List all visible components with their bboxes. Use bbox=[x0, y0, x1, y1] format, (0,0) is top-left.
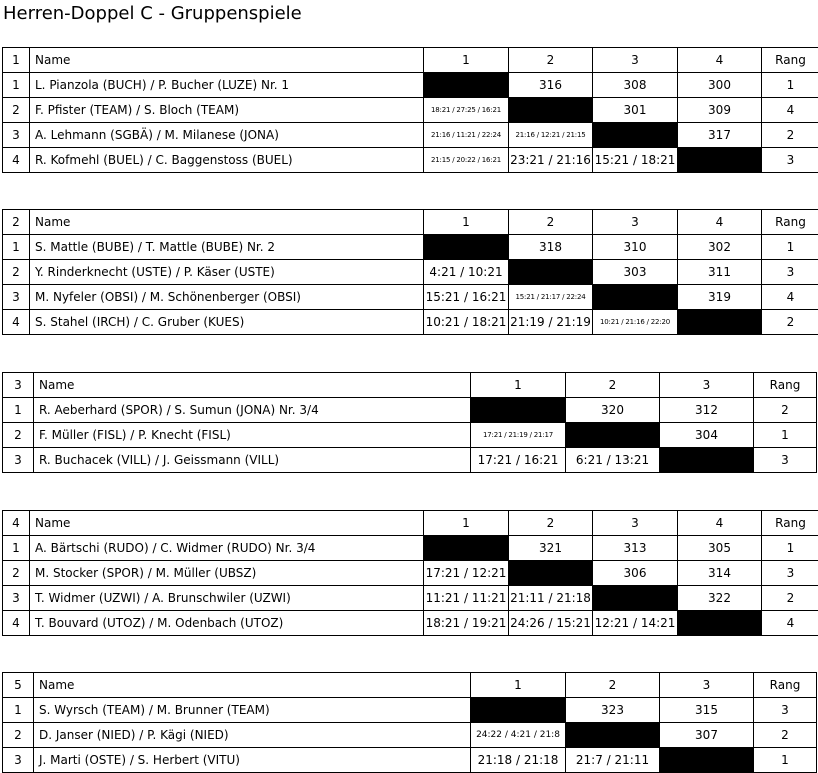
match-result: 23:21 / 21:16 bbox=[509, 148, 593, 173]
page-title: Herren-Doppel C - Gruppenspiele bbox=[3, 2, 302, 26]
rang-value: 2 bbox=[754, 398, 817, 423]
team-name: A. Lehmann (SGBÄ) / M. Milanese (JONA) bbox=[30, 123, 424, 148]
group-number: 5 bbox=[3, 673, 34, 698]
opponent-column-header: 2 bbox=[509, 511, 593, 536]
row-number: 2 bbox=[3, 723, 34, 748]
group-header-row bbox=[3, 48, 818, 73]
table-row bbox=[3, 123, 818, 148]
match-number: 311 bbox=[678, 260, 762, 285]
table-row bbox=[3, 611, 818, 636]
table-row bbox=[3, 748, 817, 773]
opponent-column-header: 1 bbox=[471, 373, 566, 398]
team-name: M. Nyfeler (OBSI) / M. Schönenberger (OBSI) bbox=[30, 285, 424, 310]
blocked-cell bbox=[509, 98, 593, 123]
group-header-row bbox=[3, 210, 818, 235]
blocked-cell bbox=[424, 235, 509, 260]
rang-value: 3 bbox=[762, 260, 818, 285]
rang-value: 2 bbox=[762, 586, 818, 611]
group-number: 1 bbox=[3, 48, 30, 73]
match-result: 15:21 / 21:17 / 22:24 bbox=[509, 285, 593, 310]
match-result: 15:21 / 18:21 bbox=[593, 148, 678, 173]
table-row bbox=[3, 561, 818, 586]
team-name: S. Wyrsch (TEAM) / M. Brunner (TEAM) bbox=[34, 698, 471, 723]
group-table bbox=[2, 372, 817, 473]
table-row bbox=[3, 73, 818, 98]
table-row bbox=[3, 423, 817, 448]
opponent-column-header: 4 bbox=[678, 511, 762, 536]
match-number: 309 bbox=[678, 98, 762, 123]
match-result: 18:21 / 27:25 / 16:21 bbox=[424, 98, 509, 123]
opponent-column-header: 2 bbox=[566, 673, 660, 698]
rang-value: 4 bbox=[762, 285, 818, 310]
match-result: 21:11 / 21:18 bbox=[509, 586, 593, 611]
table-row bbox=[3, 148, 818, 173]
rang-value: 1 bbox=[754, 748, 817, 773]
name-column-header: Name bbox=[34, 673, 471, 698]
blocked-cell bbox=[509, 260, 593, 285]
opponent-column-header: 3 bbox=[593, 210, 678, 235]
team-name: M. Stocker (SPOR) / M. Müller (UBSZ) bbox=[30, 561, 424, 586]
rang-value: 4 bbox=[762, 98, 818, 123]
opponent-column-header: 2 bbox=[509, 48, 593, 73]
team-name: F. Müller (FISL) / P. Knecht (FISL) bbox=[34, 423, 471, 448]
group-table bbox=[2, 510, 818, 636]
table-row bbox=[3, 310, 818, 335]
blocked-cell bbox=[678, 148, 762, 173]
row-number: 4 bbox=[3, 148, 30, 173]
group-number: 3 bbox=[3, 373, 34, 398]
match-result: 6:21 / 13:21 bbox=[566, 448, 660, 473]
match-number: 308 bbox=[593, 73, 678, 98]
opponent-column-header: 1 bbox=[471, 673, 566, 698]
rang-value: 3 bbox=[754, 698, 817, 723]
team-name: T. Widmer (UZWI) / A. Brunschwiler (UZWI) bbox=[30, 586, 424, 611]
team-name: S. Stahel (IRCH) / C. Gruber (KUES) bbox=[30, 310, 424, 335]
match-number: 321 bbox=[509, 536, 593, 561]
team-name: L. Pianzola (BUCH) / P. Bucher (LUZE) Nr. 1 bbox=[30, 73, 424, 98]
opponent-column-header: 2 bbox=[566, 373, 660, 398]
group-number: 2 bbox=[3, 210, 30, 235]
blocked-cell bbox=[424, 73, 509, 98]
match-result: 10:21 / 18:21 bbox=[424, 310, 509, 335]
match-number: 322 bbox=[678, 586, 762, 611]
row-number: 3 bbox=[3, 448, 34, 473]
name-column-header: Name bbox=[30, 48, 424, 73]
group-header-row bbox=[3, 373, 817, 398]
blocked-cell bbox=[424, 536, 509, 561]
opponent-column-header: 4 bbox=[678, 48, 762, 73]
row-number: 2 bbox=[3, 98, 30, 123]
blocked-cell bbox=[593, 586, 678, 611]
blocked-cell bbox=[471, 398, 566, 423]
table-row bbox=[3, 723, 817, 748]
match-result: 21:7 / 21:11 bbox=[566, 748, 660, 773]
match-result: 17:21 / 12:21 bbox=[424, 561, 509, 586]
match-result: 15:21 / 16:21 bbox=[424, 285, 509, 310]
team-name: J. Marti (OSTE) / S. Herbert (VITU) bbox=[34, 748, 471, 773]
rang-column-header: Rang bbox=[762, 210, 818, 235]
name-column-header: Name bbox=[30, 511, 424, 536]
opponent-column-header: 3 bbox=[593, 48, 678, 73]
blocked-cell bbox=[471, 698, 566, 723]
rang-value: 1 bbox=[762, 73, 818, 98]
rang-value: 1 bbox=[762, 536, 818, 561]
rang-column-header: Rang bbox=[754, 673, 817, 698]
team-name: A. Bärtschi (RUDO) / C. Widmer (RUDO) Nr. 3/4 bbox=[30, 536, 424, 561]
match-result: 21:18 / 21:18 bbox=[471, 748, 566, 773]
group-table bbox=[2, 209, 818, 335]
match-number: 315 bbox=[660, 698, 754, 723]
table-row bbox=[3, 98, 818, 123]
group-header-row bbox=[3, 673, 817, 698]
row-number: 2 bbox=[3, 423, 34, 448]
blocked-cell bbox=[678, 611, 762, 636]
match-result: 17:21 / 16:21 bbox=[471, 448, 566, 473]
rang-value: 2 bbox=[762, 310, 818, 335]
match-number: 305 bbox=[678, 536, 762, 561]
table-row bbox=[3, 398, 817, 423]
blocked-cell bbox=[678, 310, 762, 335]
opponent-column-header: 3 bbox=[593, 511, 678, 536]
match-result: 12:21 / 14:21 bbox=[593, 611, 678, 636]
team-name: R. Kofmehl (BUEL) / C. Baggenstoss (BUEL) bbox=[30, 148, 424, 173]
rang-value: 3 bbox=[762, 148, 818, 173]
match-number: 302 bbox=[678, 235, 762, 260]
rang-value: 3 bbox=[762, 561, 818, 586]
row-number: 1 bbox=[3, 698, 34, 723]
row-number: 2 bbox=[3, 260, 30, 285]
row-number: 3 bbox=[3, 586, 30, 611]
opponent-column-header: 1 bbox=[424, 48, 509, 73]
match-result: 21:19 / 21:19 bbox=[509, 310, 593, 335]
blocked-cell bbox=[593, 285, 678, 310]
table-row bbox=[3, 448, 817, 473]
row-number: 3 bbox=[3, 748, 34, 773]
team-name: S. Mattle (BUBE) / T. Mattle (BUBE) Nr. 2 bbox=[30, 235, 424, 260]
opponent-column-header: 2 bbox=[509, 210, 593, 235]
match-result: 24:26 / 15:21 bbox=[509, 611, 593, 636]
match-number: 310 bbox=[593, 235, 678, 260]
match-number: 301 bbox=[593, 98, 678, 123]
match-number: 314 bbox=[678, 561, 762, 586]
rang-value: 1 bbox=[754, 423, 817, 448]
team-name: T. Bouvard (UTOZ) / M. Odenbach (UTOZ) bbox=[30, 611, 424, 636]
match-result: 11:21 / 11:21 bbox=[424, 586, 509, 611]
row-number: 3 bbox=[3, 123, 30, 148]
match-number: 319 bbox=[678, 285, 762, 310]
match-number: 320 bbox=[566, 398, 660, 423]
row-number: 1 bbox=[3, 398, 34, 423]
team-name: R. Aeberhard (SPOR) / S. Sumun (JONA) Nr. 3/4 bbox=[34, 398, 471, 423]
match-number: 317 bbox=[678, 123, 762, 148]
match-result: 24:22 / 4:21 / 21:8 bbox=[471, 723, 566, 748]
match-number: 306 bbox=[593, 561, 678, 586]
rang-value: 3 bbox=[754, 448, 817, 473]
row-number: 1 bbox=[3, 536, 30, 561]
rang-value: 2 bbox=[754, 723, 817, 748]
table-row bbox=[3, 536, 818, 561]
match-number: 304 bbox=[660, 423, 754, 448]
team-name: F. Pfister (TEAM) / S. Bloch (TEAM) bbox=[30, 98, 424, 123]
table-row bbox=[3, 235, 818, 260]
blocked-cell bbox=[566, 723, 660, 748]
opponent-column-header: 3 bbox=[660, 673, 754, 698]
rang-value: 2 bbox=[762, 123, 818, 148]
name-column-header: Name bbox=[34, 373, 471, 398]
name-column-header: Name bbox=[30, 210, 424, 235]
match-number: 303 bbox=[593, 260, 678, 285]
match-result: 10:21 / 21:16 / 22:20 bbox=[593, 310, 678, 335]
opponent-column-header: 1 bbox=[424, 210, 509, 235]
match-number: 307 bbox=[660, 723, 754, 748]
rang-column-header: Rang bbox=[754, 373, 817, 398]
table-row bbox=[3, 698, 817, 723]
row-number: 3 bbox=[3, 285, 30, 310]
row-number: 1 bbox=[3, 235, 30, 260]
blocked-cell bbox=[509, 561, 593, 586]
team-name: Y. Rinderknecht (USTE) / P. Käser (USTE) bbox=[30, 260, 424, 285]
match-number: 313 bbox=[593, 536, 678, 561]
opponent-column-header: 1 bbox=[424, 511, 509, 536]
table-row bbox=[3, 285, 818, 310]
blocked-cell bbox=[660, 448, 754, 473]
match-number: 312 bbox=[660, 398, 754, 423]
group-table bbox=[2, 47, 818, 173]
match-number: 323 bbox=[566, 698, 660, 723]
table-row bbox=[3, 260, 818, 285]
team-name: R. Buchacek (VILL) / J. Geissmann (VILL) bbox=[34, 448, 471, 473]
blocked-cell bbox=[566, 423, 660, 448]
match-number: 318 bbox=[509, 235, 593, 260]
row-number: 4 bbox=[3, 611, 30, 636]
match-result: 21:16 / 11:21 / 22:24 bbox=[424, 123, 509, 148]
match-result: 21:15 / 20:22 / 16:21 bbox=[424, 148, 509, 173]
rang-value: 4 bbox=[762, 611, 818, 636]
row-number: 1 bbox=[3, 73, 30, 98]
match-number: 300 bbox=[678, 73, 762, 98]
opponent-column-header: 4 bbox=[678, 210, 762, 235]
group-table bbox=[2, 672, 817, 773]
match-result: 18:21 / 19:21 bbox=[424, 611, 509, 636]
blocked-cell bbox=[593, 123, 678, 148]
rang-column-header: Rang bbox=[762, 48, 818, 73]
opponent-column-header: 3 bbox=[660, 373, 754, 398]
group-header-row bbox=[3, 511, 818, 536]
match-result: 21:16 / 12:21 / 21:15 bbox=[509, 123, 593, 148]
match-result: 4:21 / 10:21 bbox=[424, 260, 509, 285]
rang-value: 1 bbox=[762, 235, 818, 260]
team-name: D. Janser (NIED) / P. Kägi (NIED) bbox=[34, 723, 471, 748]
match-result: 17:21 / 21:19 / 21:17 bbox=[471, 423, 566, 448]
group-number: 4 bbox=[3, 511, 30, 536]
rang-column-header: Rang bbox=[762, 511, 818, 536]
table-row bbox=[3, 586, 818, 611]
blocked-cell bbox=[660, 748, 754, 773]
row-number: 4 bbox=[3, 310, 30, 335]
row-number: 2 bbox=[3, 561, 30, 586]
match-number: 316 bbox=[509, 73, 593, 98]
